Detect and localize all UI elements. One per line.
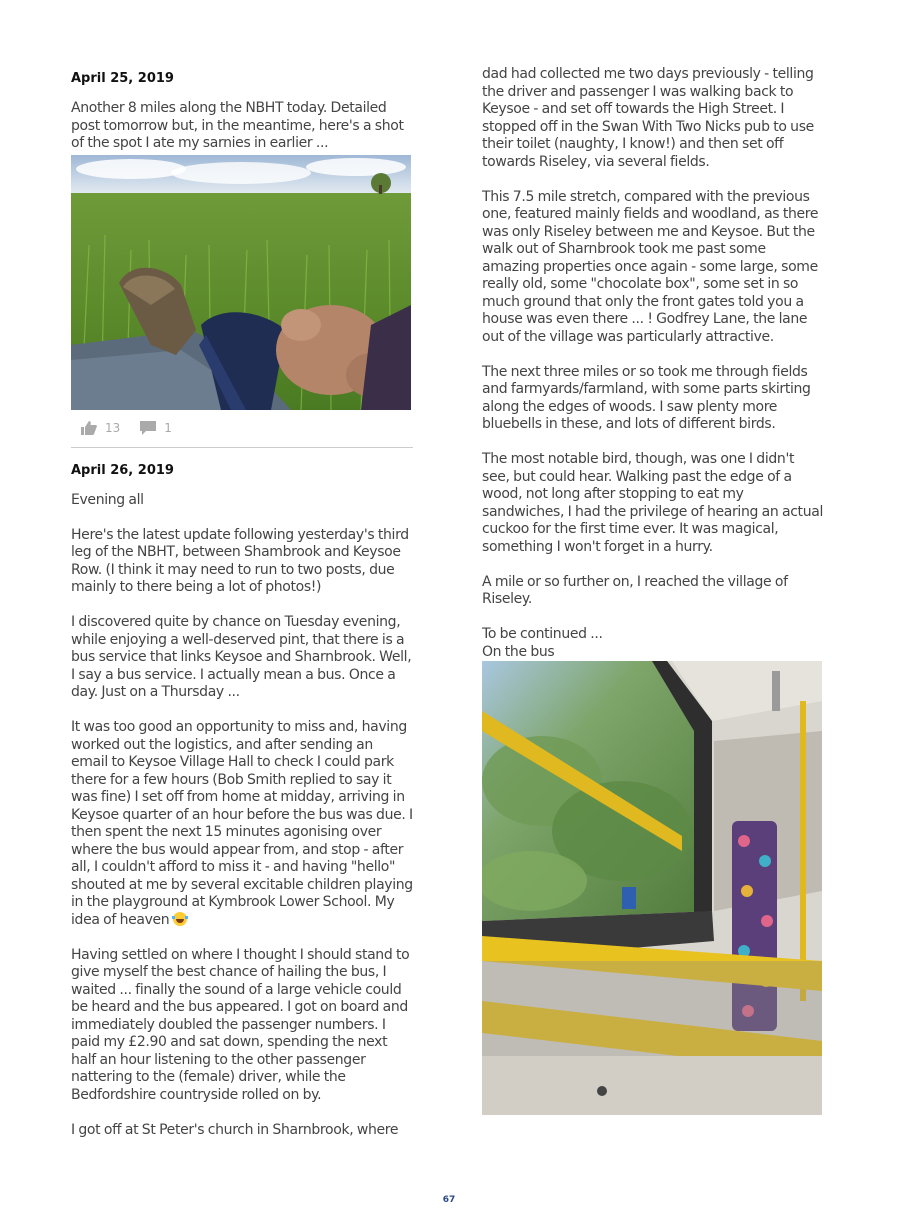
laughing-emoji-icon bbox=[173, 912, 187, 926]
post-date: April 26, 2019 bbox=[71, 462, 174, 478]
paragraph: Evening all bbox=[71, 491, 144, 508]
field-photo bbox=[71, 155, 411, 410]
post-body: Another 8 miles along the NBHT today. Detailed post tomorrow but, in the meantime, here's a shot of the spot I ate my sarnies in earlier ... bbox=[71, 100, 404, 151]
paragraph-continued: dad had collected me two days previously - telling the driver and passenger I was walking back to Keysoe - and set off towards the High Street. I stopped off in the Swan With Two Nicks pub to use their toilet (naughty, I know!) and then set off towards Riseley, via several fields. bbox=[482, 66, 814, 170]
like-count: 13 bbox=[105, 421, 121, 435]
paragraph: This 7.5 mile stretch, compared with the previous one, featured mainly fields and woodland, as there was only Riseley between me and Keysoe. But the walk out of Sharnbrook took me past some amazing properties once again - some large, some really old, some "chocolate box", some set in so much ground that only the front gates told you a house was even there ... ! Godfrey Lane, the lane out of the village was particularly attractive. bbox=[482, 188, 819, 345]
page-number: 67 bbox=[442, 1195, 456, 1205]
paragraph-start: I got off at St Peter's church in Sharnbrook, where bbox=[71, 1121, 399, 1138]
paragraph bbox=[71, 719, 413, 929]
paragraph: Having settled on where I thought I should stand to give myself the best chance of hailing the bus, I waited ... finally the sound of a large vehicle could be heard and the bus appeared. I got on board and immediately doubled the passenger numbers. I paid my £2.90 and sat down, spending the next half an hour listening to the other passenger nattering to the (female) driver, while the Bedfordshire countryside rolled on by. bbox=[71, 946, 410, 1103]
paragraph-text: It was too good an opportunity to miss and, having worked out the logistics, and after sending an email to Keysoe Village Hall to check I could park there for a few hours (Bob Smith replied to say it was fine) I set off from home at midday, arriving in Keysoe quarter of an hour before the bus was due. I then spent the next 15 minutes agonising over where the bus would appear from, and stop - after all, I couldn't afford to miss it - and having "hello" shouted at me by several excitable children playing in the playground at Kymbrook Lower School. My idea of heaven bbox=[71, 719, 413, 928]
photo-caption: On the bus bbox=[482, 643, 555, 660]
bus-photo bbox=[482, 661, 822, 1115]
right-column bbox=[482, 66, 824, 1115]
paragraph: The next three miles or so took me through fields and farmyards/farmland, with some parts skirting along the edges of woods. I saw plenty more bluebells in these, and lots of different birds. bbox=[482, 363, 811, 432]
post-date: April 25, 2019 bbox=[71, 71, 174, 86]
comment-count: 1 bbox=[164, 421, 172, 435]
comment-icon[interactable] bbox=[140, 421, 156, 435]
paragraph: I discovered quite by chance on Tuesday evening, while enjoying a well-deserved pint, that there is a bus service that links Keysoe and Sharnbrook. Well, I say a bus service. I actually mean a bus. Once a day. Just on a Thursday ... bbox=[71, 614, 412, 700]
paragraph: To be continued ... bbox=[482, 626, 603, 642]
paragraph: Here's the latest update following yesterday's third leg of the NBHT, between Shambrook and Keysoe Row. (I think it may need to run to two posts, due mainly to there being a lot of photos!) bbox=[71, 526, 409, 595]
thumbs-up-icon[interactable] bbox=[81, 421, 97, 435]
paragraph: The most notable bird, though, was one I didn't see, but could hear. Walking past the edge of a wood, not long after stopping to eat my sandwiches, I had the privilege of hearing an actual cuckoo for the first time ever. It was magical, something I won't forget in a hurry. bbox=[482, 451, 823, 555]
continued-paragraph bbox=[482, 66, 824, 171]
paragraph: A mile or so further on, I reached the village of Riseley. bbox=[482, 573, 788, 607]
left-column bbox=[71, 66, 413, 1139]
reactions-bar bbox=[71, 410, 413, 448]
